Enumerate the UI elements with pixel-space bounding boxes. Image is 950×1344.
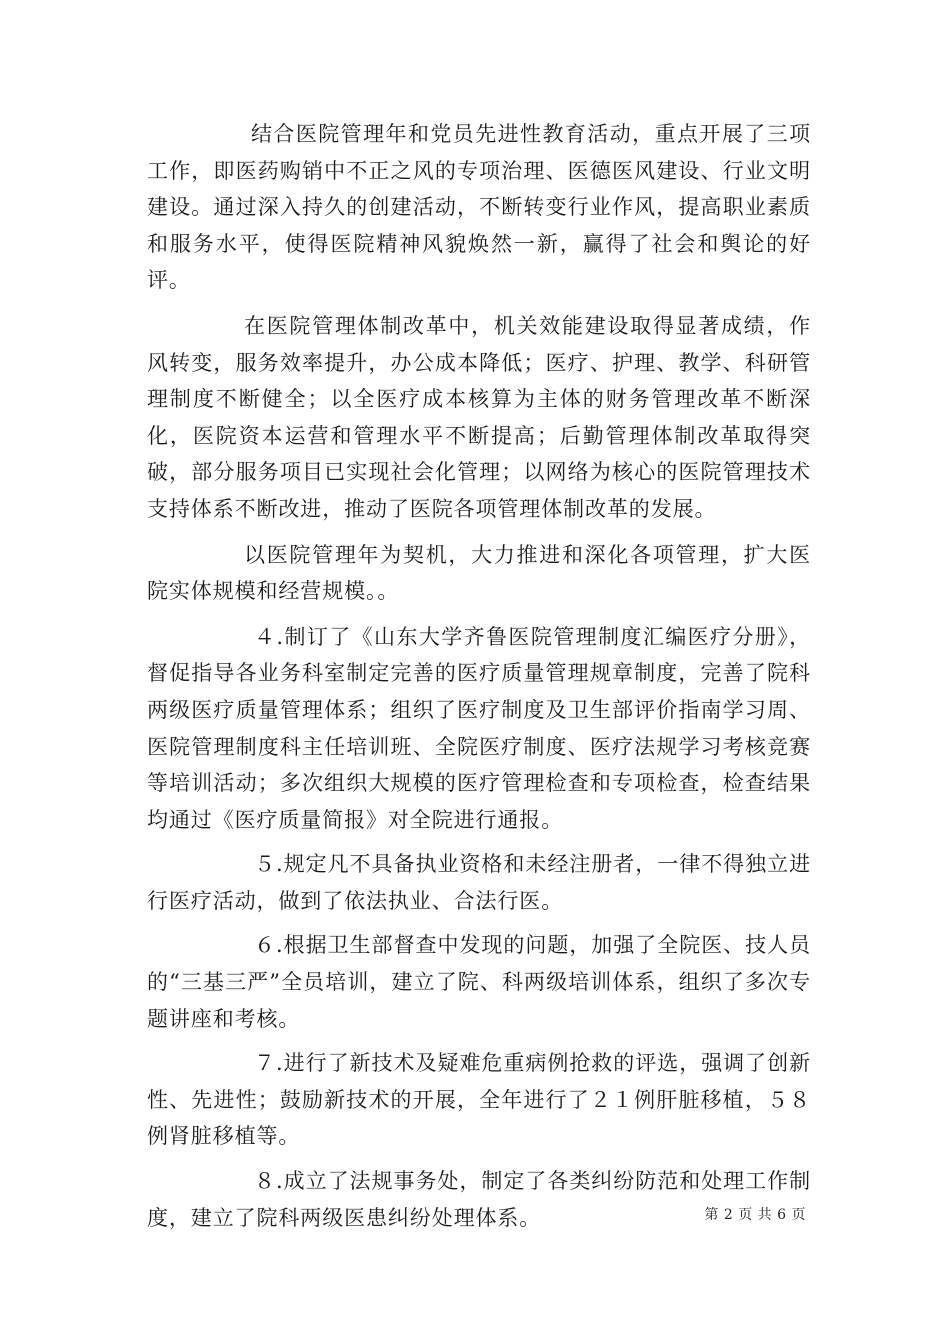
document-body bbox=[147, 116, 811, 1236]
paragraph-7: ７.进行了新技术及疑难危重病例抢救的评选，强调了创新性、先进性；鼓励新技术的开展，全年进行了２１例肝脏移植，５８例肾脏移植等。 bbox=[147, 1051, 811, 1149]
paragraph-8: ８.成立了法规事务处，制定了各类纠纷防范和处理工作制度，建立了院科两级医患纠纷处理体系。 bbox=[147, 1169, 811, 1230]
paragraph-2: 在医院管理体制改革中，机关效能建设取得显著成绩，作风转变，服务效率提升，办公成本降低；医疗、护理、教学、科研管理制度不断健全；以全医疗成本核算为主体的财务管理改革不断深化，医院资本运营和管理水平不断提高；后勤管理体制改革取得突破，部分服务项目已实现社会化管理；以网络为核心的医院管理技术支持体系不断改进，推动了医院各项管理体制改革的发展。 bbox=[147, 313, 811, 521]
paragraph-5: ５.规定凡不具备执业资格和未经注册者，一律不得独立进行医疗活动，做到了依法执业、合法行医。 bbox=[147, 852, 811, 913]
paragraph-4: ４.制订了《山东大学齐鲁医院管理制度汇编医疗分册》，督促指导各业务科室制定完善的医疗质量管理规章制度，完善了院科两级医疗质量管理体系；组织了医疗制度及卫生部评价指南学习周、医院管理制度科主任培训班、全院医疗制度、医疗法规学习考核竞赛等培训活动；多次组织大规模的医疗管理检查和专项检查，检查结果均通过《医疗质量简报》对全院进行通报。 bbox=[147, 624, 811, 832]
paragraph-1: 结合医院管理年和党员先进性教育活动，重点开展了三项工作，即医药购销中不正之风的专项治理、医德医风建设、行业文明建设。通过深入持久的创建活动，不断转变行业作风，提高职业素质和服务水平，使得医院精神风貌焕然一新，赢得了社会和舆论的好评。 bbox=[147, 122, 811, 293]
paragraph-3: 以医院管理年为契机，大力推进和深化各项管理，扩大医院实体规模和经营规模。。 bbox=[147, 542, 811, 604]
page-number-footer: 第 2 页 共 6 页 bbox=[704, 1207, 806, 1223]
paragraph-6: ６.根据卫生部督查中发现的问题，加强了全院医、技人员的“三基三严”全员培训，建立了院、科两级培训体系，组织了多次专题讲座和考核。 bbox=[147, 933, 811, 1031]
